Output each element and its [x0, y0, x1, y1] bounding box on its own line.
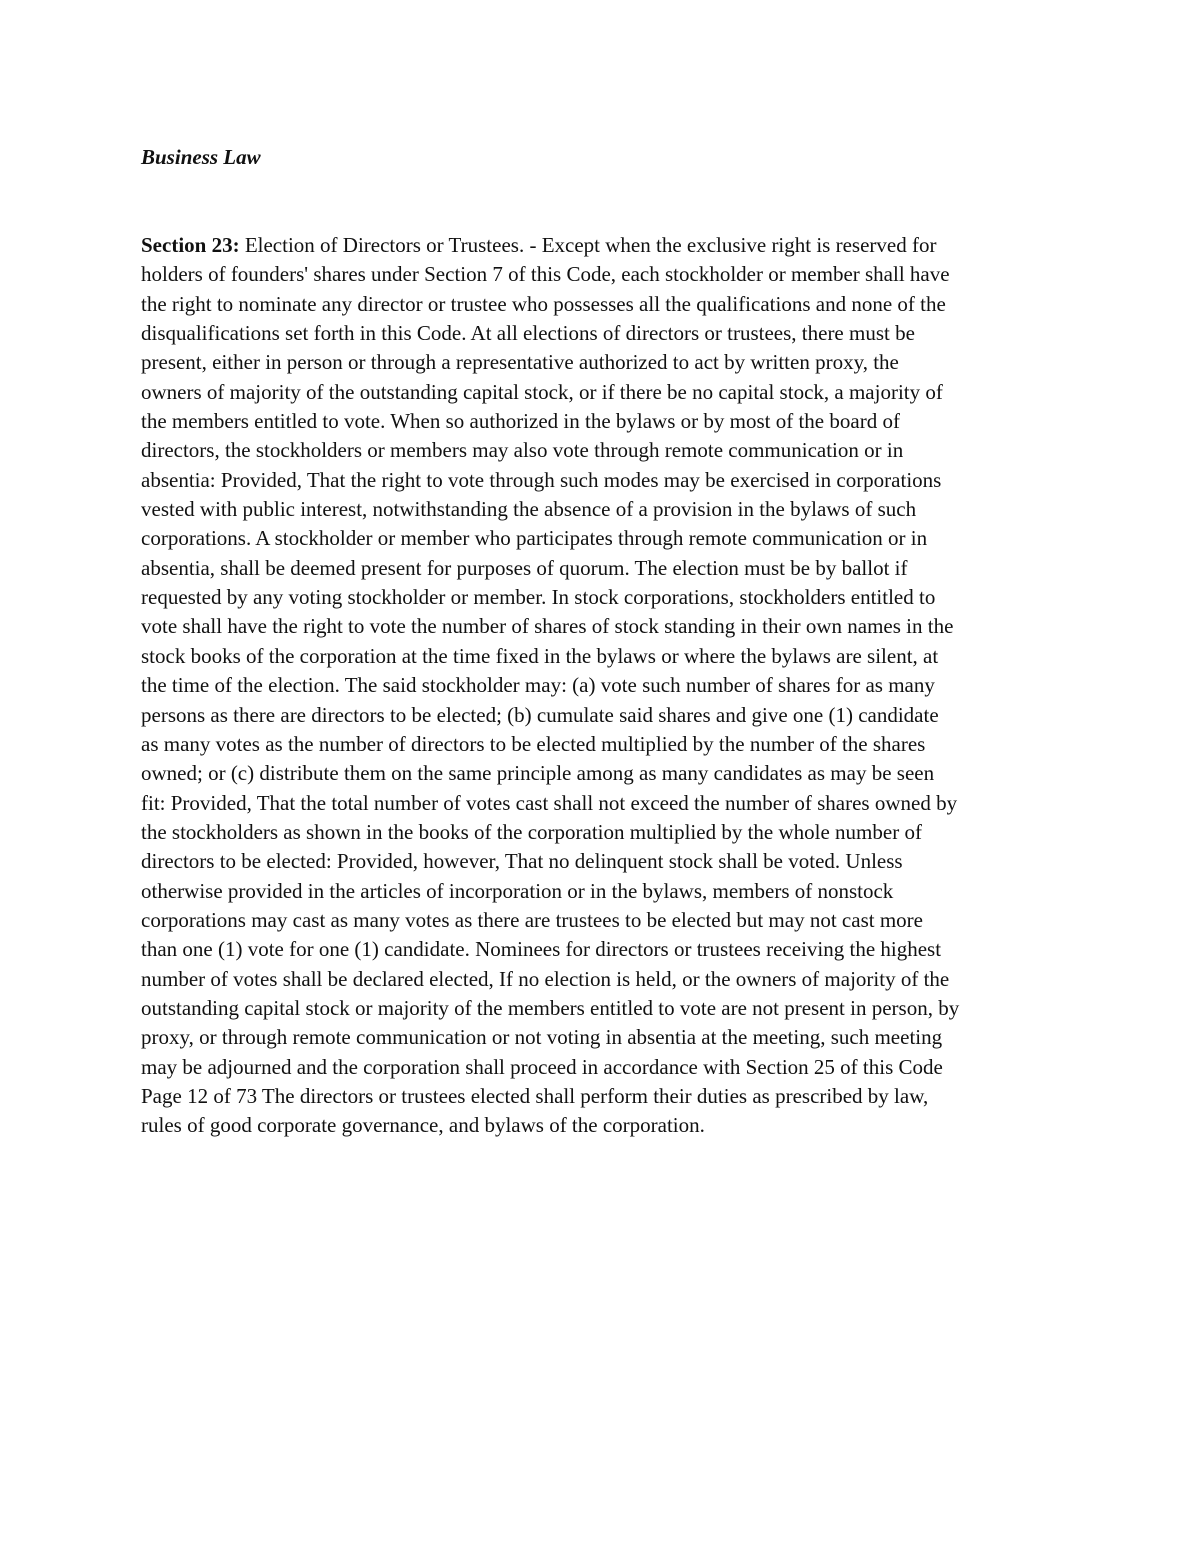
- paragraph-line: stock books of the corporation at the time fixed in the bylaws or where the bylaws are silent, at: [141, 643, 939, 668]
- paragraph-line: vote shall have the right to vote the number of shares of stock standing in their own names in the: [141, 614, 954, 639]
- paragraph-line: present, either in person or through a representative authorized to act by written proxy, the: [141, 350, 899, 375]
- paragraph-line: outstanding capital stock or majority of the members entitled to vote are not present in person, by: [141, 995, 960, 1020]
- document-title: Business Law: [141, 145, 261, 169]
- paragraph-line: rules of good corporate governance, and bylaws of the corporation.: [141, 1113, 705, 1138]
- paragraph-line: [141, 231, 1061, 260]
- section-label: Section 23:: [141, 233, 240, 257]
- paragraph-line: the time of the election. The said stockholder may: (a) vote such number of shares for as many: [141, 673, 935, 698]
- paragraph-line: holders of founders' shares under Section 7 of this Code, each stockholder or member shall have: [141, 262, 950, 287]
- paragraph-line: the stockholders as shown in the books of the corporation multiplied by the whole number of: [141, 819, 922, 844]
- paragraph-line: absentia: Provided, That the right to vote through such modes may be exercised in corporations: [141, 467, 942, 492]
- paragraph-line: directors to be elected: Provided, however, That no delinquent stock shall be voted. Unless: [141, 849, 903, 874]
- paragraph-line: persons as there are directors to be elected; (b) cumulate said shares and give one (1) candidate: [141, 702, 939, 727]
- paragraph-line: than one (1) vote for one (1) candidate. Nominees for directors or trustees receiving the highest: [141, 937, 942, 962]
- paragraph-line: Page 12 of 73 The directors or trustees elected shall perform their duties as prescribed by law,: [141, 1083, 929, 1108]
- paragraph-line: the members entitled to vote. When so authorized in the bylaws or by most of the board of: [141, 409, 900, 434]
- paragraph-line: proxy, or through remote communication or not voting in absentia at the meeting, such meeting: [141, 1025, 943, 1050]
- paragraph-line: disqualifications set forth in this Code. At all elections of directors or trustees, there must be: [141, 321, 915, 346]
- paragraph-line: otherwise provided in the articles of incorporation or in the bylaws, members of nonstock: [141, 878, 894, 903]
- paragraph-line: owners of majority of the outstanding capital stock, or if there be no capital stock, a majority of: [141, 379, 943, 404]
- paragraph-line: the right to nominate any director or trustee who possesses all the qualifications and none of the: [141, 291, 946, 316]
- paragraph-line: requested by any voting stockholder or member. In stock corporations, stockholders entitled to: [141, 585, 936, 610]
- paragraph-line: may be adjourned and the corporation shall proceed in accordance with Section 25 of this Code: [141, 1054, 943, 1079]
- paragraph-line: directors, the stockholders or members may also vote through remote communication or in: [141, 438, 904, 463]
- section-heading-text: Election of Directors or Trustees. - Except when the exclusive right is reserved for: [239, 233, 937, 257]
- paragraph-line: corporations. A stockholder or member who participates through remote communication or in: [141, 526, 928, 551]
- section-23-paragraph: [141, 231, 1061, 1141]
- paragraph-line: number of votes shall be declared elected, If no election is held, or the owners of majority of the: [141, 966, 950, 991]
- paragraph-line: corporations may cast as many votes as there are trustees to be elected but may not cast more: [141, 907, 923, 932]
- paragraph-line: owned; or (c) distribute them on the same principle among as many candidates as may be seen: [141, 761, 935, 786]
- paragraph-line: fit: Provided, That the total number of votes cast shall not exceed the number of shares owned by: [141, 790, 958, 815]
- paragraph-line: as many votes as the number of directors to be elected multiplied by the number of the shares: [141, 731, 926, 756]
- paragraph-line: absentia, shall be deemed present for purposes of quorum. The election must be by ballot if: [141, 555, 908, 580]
- paragraph-line: vested with public interest, notwithstanding the absence of a provision in the bylaws of such: [141, 497, 917, 522]
